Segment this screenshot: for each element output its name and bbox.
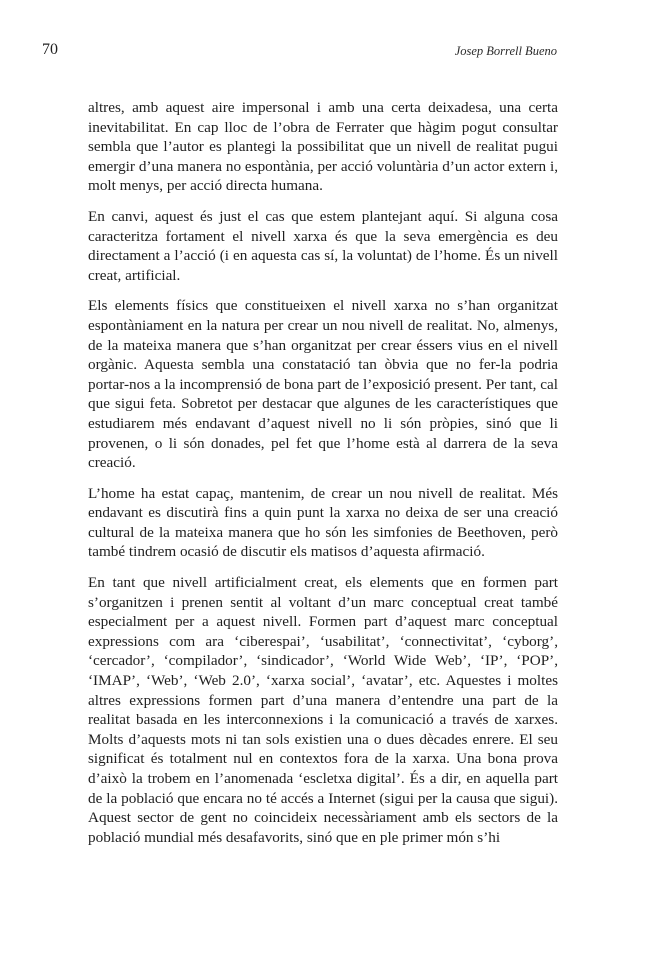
paragraph: En tant que nivell artificialment creat, els elements que en formen part s’organitzen i prenen sentit al voltant d’un marc conceptual creat també especialment per a aquest nivell. Formen part d’aquest marc conceptual expressions com ara ‘ciberespai’, ‘usabilitat’, ‘connectivitat’, ‘cyborg’, ‘cercador’, ‘compilador’, ‘sindicador’, ‘World Wide Web’, ‘IP’, ‘POP’, ‘IMAP’, ‘Web’, ‘Web 2.0’, ‘xarxa social’, ‘avatar’, etc. Aquestes i moltes altres expressions formen part d’una manera d’entendre una part de la realitat basada en les interconnexions i la comunicació a través de xarxes. Molts d’aquests mots ni tan sols existien una o dues dècades enrere. El seu significat és totalment nul en contextos fora de la xarxa. Una bona prova d’això la trobem en l’anomenada ‘escletxa digital’. És a dir, en aquella part de la població que encara no té accés a Internet (sigui per la causa que sigui). Aquest sector de gent no coincideix necessàriament amb els sectors de la població mundial més desafavorits, sinó que en ple primer món s’hi <box>88 574 558 846</box>
body-text <box>88 98 558 858</box>
paragraph: altres, amb aquest aire impersonal i amb una certa deixadesa, una certa inevitabilitat. En cap lloc de l’obra de Ferrater que hàgim pogut consultar sembla que l’autor es plantegi la possibilitat que un nivell de realitat pugui emergir d’una manera no espontània, per acció voluntària d’un actor extern i, molt menys, per acció directa humana. <box>88 99 558 195</box>
paragraph: L’home ha estat capaç, mantenim, de crear un nou nivell de realitat. Més endavant es discutirà fins a quin punt la xarxa no deixa de ser una creació cultural de la mateixa manera que ho són les simfonies de Beethoven, però també tindrem ocasió de discutir els matisos d’aquesta afirmació. <box>88 484 558 561</box>
paragraph: Els elements físics que constitueixen el nivell xarxa no s’han organitzat espontàniament en la natura per crear un nou nivell de realitat. No, almenys, de la mateixa manera que s’han organitzat per crear éssers vius en el nivell orgànic. Aquesta sembla una constatació tan òbvia que no fer-la podria portar-nos a la incomprensió de bona part de l’exposició present. Per tant, cal que sigui feta. Sobretot per destacar que algunes de les característiques que estudiarem més endavant d’aquest nivell no li són pròpies, sinó que li provenen, o li són donades, pel fet que l’home està al darrera de la seva creació. <box>88 297 558 472</box>
paragraph: En canvi, aquest és just el cas que estem plantejant aquí. Si alguna cosa caracteritza fortament el nivell xarxa és que la seva emergència es deu directament a l’acció (i en aquesta cas sí, la voluntat) de l’home. És un nivell creat, artificial. <box>88 207 558 284</box>
page-number: 70 <box>42 41 58 58</box>
running-head-author: Josep Borrell Bueno <box>454 44 557 58</box>
